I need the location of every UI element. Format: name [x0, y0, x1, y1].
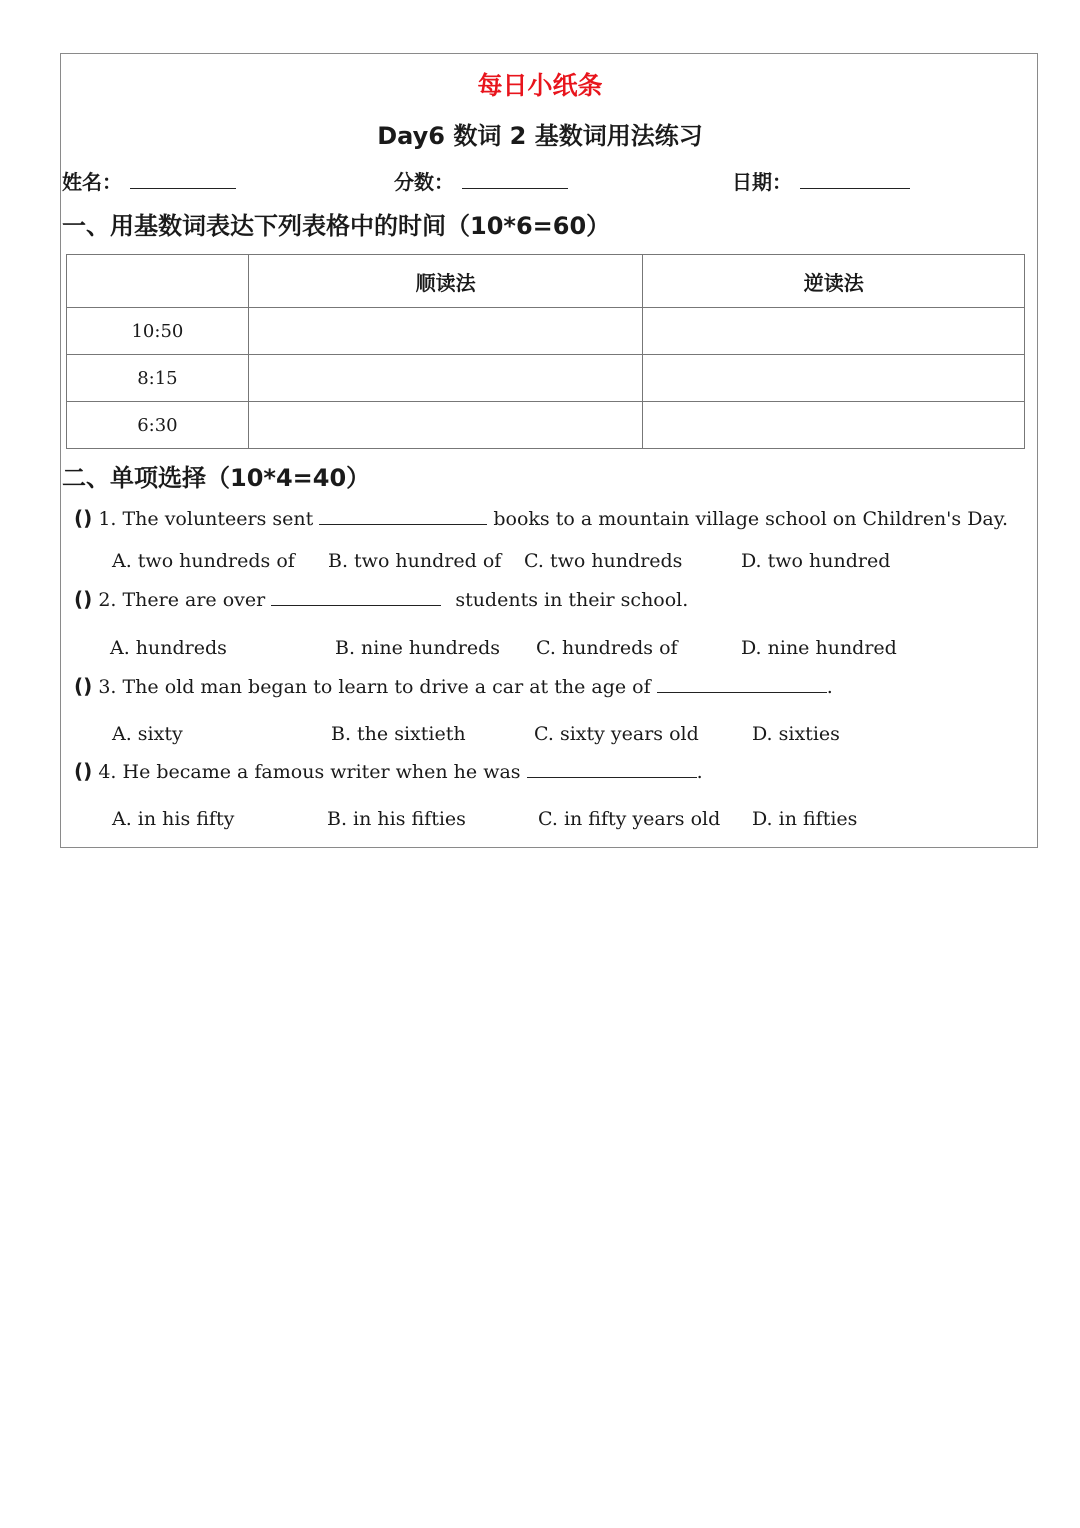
- option[interactable]: D. two hundred: [741, 550, 891, 572]
- name-field: [62, 166, 236, 195]
- answer-cell[interactable]: [643, 355, 1025, 402]
- table-header-cell: 顺读法: [248, 255, 643, 308]
- question-text: .: [696, 761, 703, 783]
- answer-paren[interactable]: (): [74, 506, 93, 530]
- option[interactable]: A. sixty: [112, 723, 183, 745]
- question-text: 3. The old man began to learn to drive a car at the age of: [98, 676, 651, 698]
- question-text: 2. There are over: [98, 589, 266, 611]
- table-row: [67, 402, 1025, 449]
- question-text: 4. He became a famous writer when he was: [98, 761, 521, 783]
- option[interactable]: C. sixty years old: [534, 723, 699, 745]
- worksheet-title: Day6 数词 2 基数词用法练习: [377, 122, 703, 150]
- option[interactable]: B. in his fifties: [327, 808, 466, 830]
- score-field: [394, 166, 568, 195]
- table-row: [67, 355, 1025, 402]
- table-row: [67, 308, 1025, 355]
- score-blank[interactable]: [462, 168, 568, 189]
- section1-title: 一、用基数词表达下列表格中的时间（10*6=60）: [62, 212, 611, 240]
- time-cell: 10:50: [67, 308, 249, 355]
- option[interactable]: B. the sixtieth: [331, 723, 466, 745]
- question-text: students in their school.: [455, 589, 689, 611]
- answer-cell[interactable]: [643, 402, 1025, 449]
- answer-cell[interactable]: [643, 308, 1025, 355]
- option[interactable]: B. two hundred of: [328, 550, 502, 572]
- option[interactable]: D. sixties: [752, 723, 840, 745]
- answer-cell[interactable]: [248, 355, 643, 402]
- question-text: .: [826, 676, 833, 698]
- answer-paren[interactable]: (): [74, 587, 93, 611]
- score-label: 分数：: [394, 170, 454, 194]
- question-text: 1. The volunteers sent: [98, 508, 314, 530]
- name-label: 姓名：: [62, 170, 122, 194]
- time-table: [66, 254, 1025, 449]
- table-header-cell: [67, 255, 249, 308]
- option[interactable]: A. hundreds: [110, 637, 227, 659]
- answer-paren[interactable]: (): [74, 674, 93, 698]
- question-text: books to a mountain village school on Children's Day.: [493, 508, 1008, 530]
- date-field: [732, 166, 910, 195]
- question-blank[interactable]: [527, 759, 697, 778]
- option[interactable]: B. nine hundreds: [335, 637, 500, 659]
- table-header-cell: 逆读法: [643, 255, 1025, 308]
- question-2: [74, 587, 688, 611]
- option[interactable]: A. in his fifty: [112, 808, 235, 830]
- question-blank[interactable]: [319, 506, 487, 525]
- time-cell: 8:15: [67, 355, 249, 402]
- banner-title: 每日小纸条: [477, 71, 603, 100]
- answer-cell[interactable]: [248, 402, 643, 449]
- answer-paren[interactable]: (): [74, 759, 93, 783]
- table-header-row: [67, 255, 1025, 308]
- option[interactable]: A. two hundreds of: [112, 550, 295, 572]
- option[interactable]: C. two hundreds: [524, 550, 683, 572]
- option[interactable]: D. in fifties: [752, 808, 858, 830]
- question-blank[interactable]: [271, 587, 441, 606]
- option[interactable]: C. hundreds of: [536, 637, 678, 659]
- date-blank[interactable]: [800, 168, 910, 189]
- option[interactable]: C. in fifty years old: [538, 808, 721, 830]
- section2-title: 二、单项选择（10*4=40）: [62, 464, 371, 492]
- question-4: [74, 759, 703, 783]
- date-label: 日期：: [732, 170, 792, 194]
- question-1: [74, 506, 1008, 530]
- time-cell: 6:30: [67, 402, 249, 449]
- option[interactable]: D. nine hundred: [741, 637, 897, 659]
- question-3: [74, 674, 833, 698]
- question-blank[interactable]: [657, 674, 827, 693]
- name-blank[interactable]: [130, 168, 236, 189]
- answer-cell[interactable]: [248, 308, 643, 355]
